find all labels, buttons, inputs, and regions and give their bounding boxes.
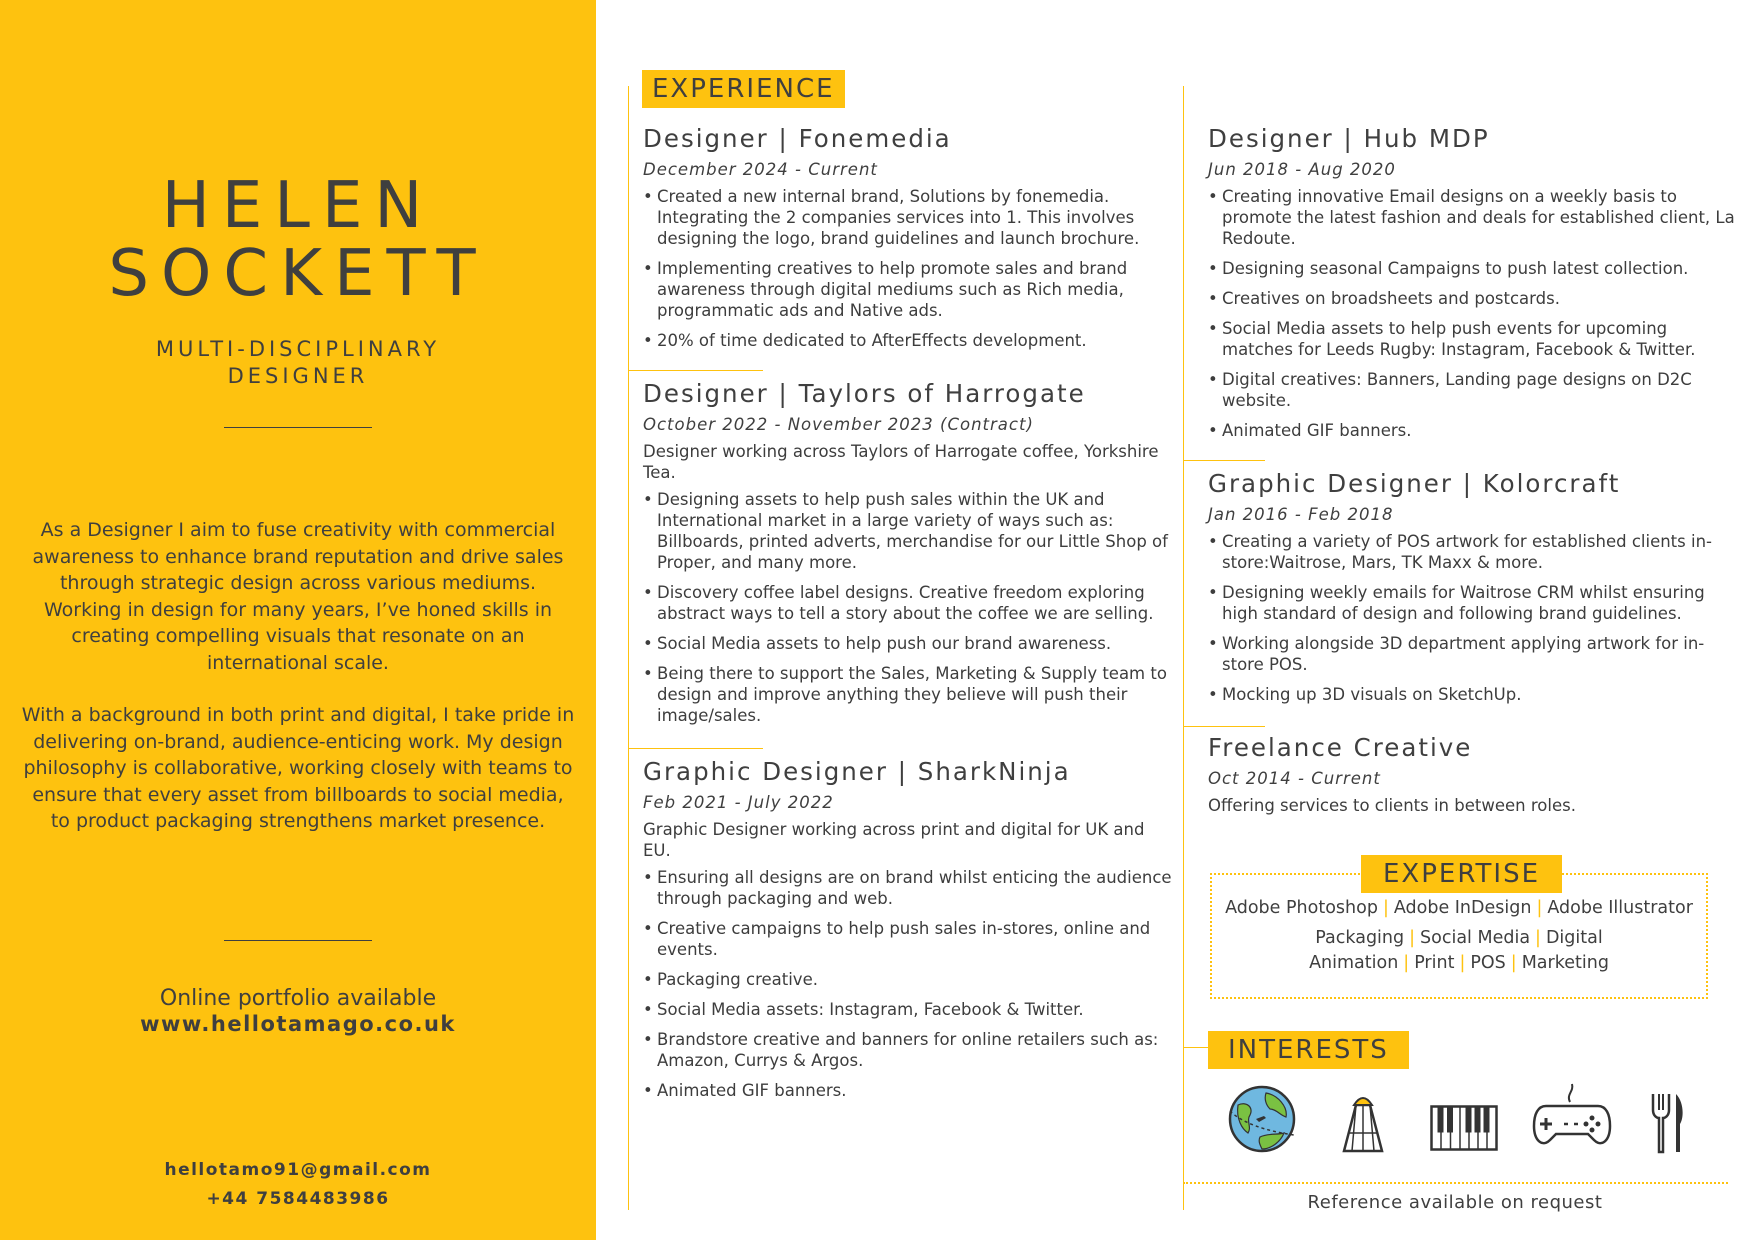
job-description: Offering services to clients in between roles. bbox=[1208, 796, 1576, 815]
list-item: • Mocking up 3D visuals on SketchUp. bbox=[1208, 684, 1738, 705]
list-item: • Social Media assets: Instagram, Facebook & Twitter. bbox=[643, 999, 1173, 1020]
job-title: Graphic Designer | SharkNinja bbox=[643, 757, 1071, 786]
list-item: • Animated GIF banners. bbox=[643, 1080, 1173, 1101]
job-description: Graphic Designer working across print and digital for UK and EU. bbox=[643, 820, 1145, 860]
job-entry bbox=[643, 124, 1173, 360]
expertise-row: Packaging | Social Media | Digital bbox=[1315, 928, 1603, 948]
piano-keys-icon bbox=[1430, 1105, 1498, 1151]
reference-note: Reference available on request bbox=[1307, 1192, 1603, 1213]
list-item: • 20% of time dedicated to AfterEffects development. bbox=[643, 330, 1173, 351]
section-divider bbox=[1183, 460, 1265, 461]
job-date: Jan 2016 - Feb 2018 bbox=[1208, 505, 1394, 524]
list-item: • Packaging creative. bbox=[643, 969, 1173, 990]
expertise-row: Adobe Photoshop | Adobe InDesign | Adobe Illustrator bbox=[1225, 898, 1693, 918]
section-divider bbox=[628, 748, 763, 749]
last-name: SOCKETT bbox=[108, 237, 488, 311]
fork-knife-icon bbox=[1650, 1092, 1686, 1154]
email-link[interactable]: hellotamo91@gmail.com bbox=[164, 1160, 432, 1180]
list-item: • Discovery coffee label designs. Creative freedom exploring abstract ways to tell a story about the coffee we are selling. bbox=[643, 582, 1173, 624]
job-entry bbox=[643, 757, 1173, 1110]
job-title: Designer | Fonemedia bbox=[643, 124, 952, 153]
list-item: • Designing seasonal Campaigns to push latest collection. bbox=[1208, 258, 1738, 279]
job-entry bbox=[1208, 733, 1738, 822]
skill: Social Media bbox=[1420, 928, 1531, 948]
list-item: • Designing assets to help push sales within the UK and International market in a large variety of ways such as: Billboards, printed adverts, merchandise for our Little Shop of Proper, and many more. bbox=[643, 489, 1173, 573]
section-divider bbox=[1183, 726, 1265, 727]
job-title: Designer | Taylors of Harrogate bbox=[643, 379, 1086, 408]
list-item: • Creative campaigns to help push sales in-stores, online and events. bbox=[643, 918, 1173, 960]
divider bbox=[224, 427, 372, 428]
game-controller-icon bbox=[1532, 1082, 1612, 1154]
list-item: • Social Media assets to help push events for upcoming matches for Leeds Rugby: Instagram, Facebook & Twitter. bbox=[1208, 318, 1738, 360]
job-description: Designer working across Taylors of Harrogate coffee, Yorkshire Tea. bbox=[643, 442, 1159, 482]
bio-paragraph: With a background in both print and digital, I take pride in delivering on-brand, audience-enticing work. My design philosophy is collaborative, working closely with teams to ensure that every asset from billboards to social media, to product packaging strengthens market presence. bbox=[21, 704, 575, 832]
list-item: • Ensuring all designs are on brand whilst enticing the audience through packaging and web. bbox=[643, 867, 1173, 909]
job-title-line2: DESIGNER bbox=[227, 364, 369, 388]
list-item: • Animated GIF banners. bbox=[1208, 420, 1738, 441]
job-title bbox=[0, 336, 596, 390]
job-bullets bbox=[643, 867, 1173, 1101]
list-item: • Creatives on broadsheets and postcards. bbox=[1208, 288, 1738, 309]
list-item: • Brandstore creative and banners for online retailers such as: Amazon, Currys & Argos. bbox=[643, 1029, 1173, 1071]
job-bullets bbox=[643, 186, 1173, 351]
skill: Adobe Illustrator bbox=[1547, 898, 1693, 918]
job-bullets bbox=[1208, 186, 1738, 441]
job-entry bbox=[1208, 124, 1738, 450]
job-title: Designer | Hub MDP bbox=[1208, 124, 1490, 153]
list-item: • Creating a variety of POS artwork for established clients in-store:Waitrose, Mars, TK Maxx & more. bbox=[1208, 531, 1738, 573]
footer-divider bbox=[1183, 1182, 1728, 1184]
section-divider bbox=[1183, 1047, 1208, 1048]
skill: POS bbox=[1470, 953, 1506, 973]
skill: Adobe Photoshop bbox=[1225, 898, 1378, 918]
list-item: • Digital creatives: Banners, Landing page designs on D2C website. bbox=[1208, 369, 1738, 411]
sidebar-panel bbox=[0, 0, 596, 1240]
list-item: • Created a new internal brand, Solutions by fonemedia. Integrating the 2 companies services into 1. This involves designing the logo, brand guidelines and launch brochure. bbox=[643, 186, 1173, 249]
skill: Adobe InDesign bbox=[1393, 898, 1532, 918]
skill: Digital bbox=[1545, 928, 1603, 948]
globe-travel-icon bbox=[1226, 1083, 1298, 1155]
skill: Print bbox=[1414, 953, 1455, 973]
phone-number[interactable]: +44 7584483986 bbox=[206, 1189, 390, 1209]
skill: Animation bbox=[1309, 953, 1399, 973]
timeline-line bbox=[1183, 86, 1184, 1210]
portfolio-label: Online portfolio available bbox=[159, 986, 437, 1011]
list-item: • Working alongside 3D department applying artwork for in-store POS. bbox=[1208, 633, 1738, 675]
job-title: Graphic Designer | Kolorcraft bbox=[1208, 469, 1621, 498]
first-name: HELEN bbox=[161, 169, 435, 243]
skill: Marketing bbox=[1521, 953, 1609, 973]
expertise-row: Animation | Print | POS | Marketing bbox=[1309, 953, 1609, 973]
job-bullets bbox=[643, 489, 1173, 726]
list-item: • Designing weekly emails for Waitrose CRM whilst ensuring high standard of design and following brand guidelines. bbox=[1208, 582, 1738, 624]
bio-paragraph: As a Designer I aim to fuse creativity with commercial awareness to enhance brand reputation and drive sales through strategic design across various mediums. Working in design for many years, I’ve honed skills in creating compelling visuals that resonate on an international scale. bbox=[32, 519, 564, 674]
portfolio-link[interactable]: www.hellotamago.co.uk bbox=[140, 1012, 456, 1036]
job-date: Jun 2018 - Aug 2020 bbox=[1208, 160, 1396, 179]
interests-heading: INTERESTS bbox=[1208, 1031, 1409, 1069]
list-item: • Implementing creatives to help promote sales and brand awareness through digital mediums such as Rich media, programmatic ads and Native ads. bbox=[643, 258, 1173, 321]
list-item: • Being there to support the Sales, Marketing & Supply team to design and improve anything they believe will push their image/sales. bbox=[643, 663, 1173, 726]
list-item: • Creating innovative Email designs on a weekly basis to promote the latest fashion and deals for established client, La Redoute. bbox=[1208, 186, 1738, 249]
job-title-line1: MULTI-DISCIPLINARY bbox=[155, 337, 441, 361]
skill: Packaging bbox=[1315, 928, 1405, 948]
job-title: Freelance Creative bbox=[1208, 733, 1473, 762]
job-date: Oct 2014 - Current bbox=[1208, 769, 1381, 788]
bio bbox=[20, 517, 576, 861]
shuttlecock-icon bbox=[1340, 1093, 1386, 1155]
job-date: October 2022 - November 2023 (Contract) bbox=[643, 415, 1034, 434]
job-entry bbox=[643, 379, 1173, 735]
job-date: December 2024 - Current bbox=[643, 160, 878, 179]
divider bbox=[224, 940, 372, 941]
job-entry bbox=[1208, 469, 1738, 714]
list-item: • Social Media assets to help push our brand awareness. bbox=[643, 633, 1173, 654]
timeline-line bbox=[628, 86, 629, 1210]
expertise-heading: EXPERTISE bbox=[1361, 855, 1562, 893]
job-date: Feb 2021 - July 2022 bbox=[643, 793, 834, 812]
job-bullets bbox=[1208, 531, 1738, 705]
experience-heading: EXPERIENCE bbox=[642, 70, 845, 108]
section-divider bbox=[628, 370, 763, 371]
